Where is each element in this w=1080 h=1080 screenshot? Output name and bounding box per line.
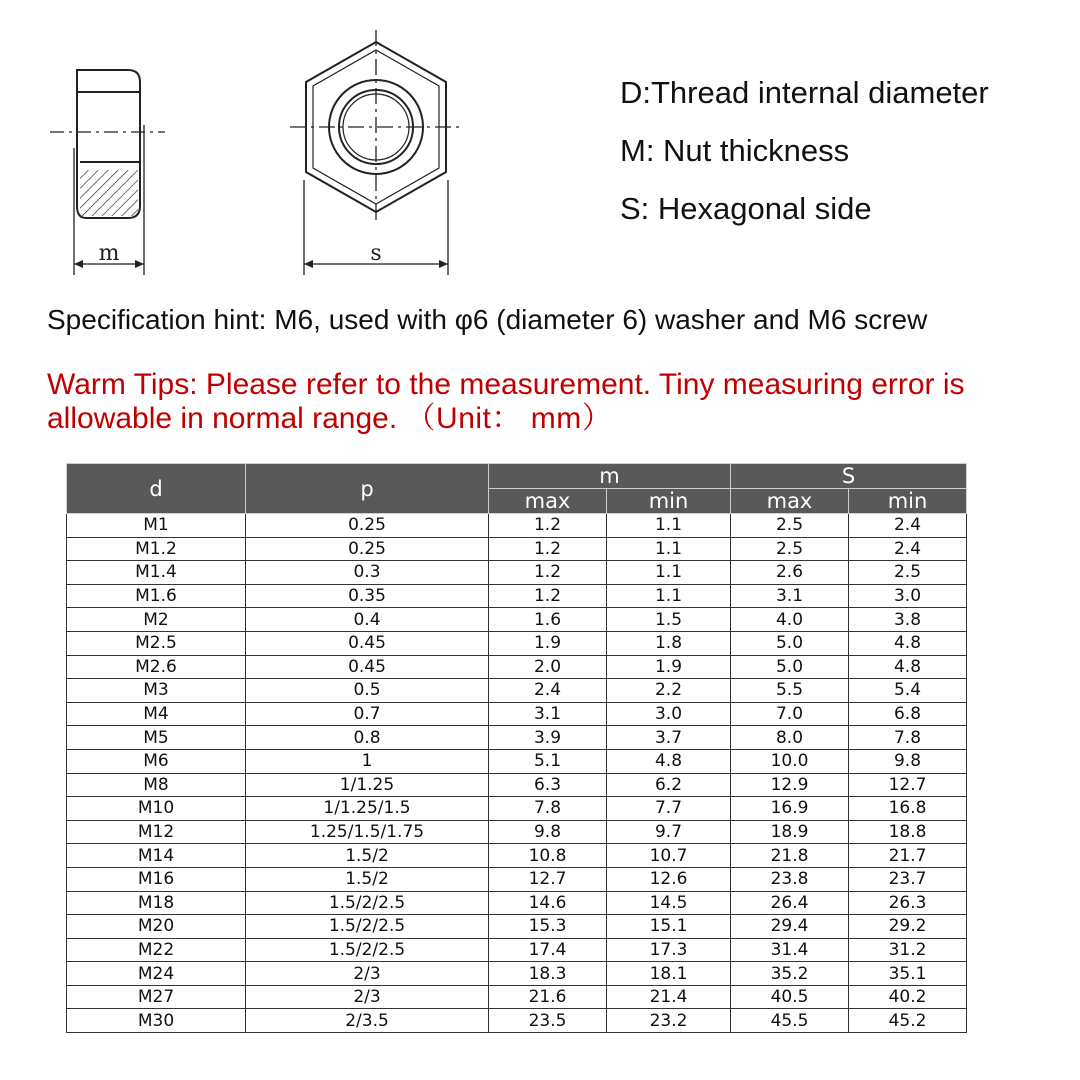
cell-s-max: 8.0 <box>731 726 849 750</box>
cell-d: M10 <box>67 797 246 821</box>
cell-m-max: 1.2 <box>489 514 607 538</box>
cell-m-max: 1.2 <box>489 584 607 608</box>
cell-s-max: 10.0 <box>731 749 849 773</box>
cell-d: M12 <box>67 820 246 844</box>
cell-m-max: 3.1 <box>489 702 607 726</box>
header-p: p <box>246 464 489 514</box>
warm-tips <box>47 368 1057 436</box>
cell-s-max: 4.0 <box>731 608 849 632</box>
cell-m-min: 17.3 <box>607 938 731 962</box>
cell-m-min: 21.4 <box>607 985 731 1009</box>
cell-s-max: 23.8 <box>731 867 849 891</box>
cell-m-max: 2.4 <box>489 679 607 703</box>
cell-m-min: 7.7 <box>607 797 731 821</box>
cell-p: 0.7 <box>246 702 489 726</box>
cell-d: M1.4 <box>67 561 246 585</box>
header-d: d <box>67 464 246 514</box>
side-dimension-label: m <box>98 241 120 266</box>
cell-m-max: 15.3 <box>489 915 607 939</box>
table-row <box>67 561 967 585</box>
cell-s-min: 9.8 <box>849 749 967 773</box>
cell-p: 0.45 <box>246 655 489 679</box>
cell-p: 2/3 <box>246 962 489 986</box>
cell-s-max: 18.9 <box>731 820 849 844</box>
cell-s-max: 26.4 <box>731 891 849 915</box>
cell-d: M24 <box>67 962 246 986</box>
cell-m-min: 2.2 <box>607 679 731 703</box>
cell-p: 1.5/2 <box>246 867 489 891</box>
cell-s-max: 3.1 <box>731 584 849 608</box>
cell-m-min: 18.1 <box>607 962 731 986</box>
cell-p: 0.3 <box>246 561 489 585</box>
table-row <box>67 797 967 821</box>
cell-m-min: 9.7 <box>607 820 731 844</box>
table-row <box>67 655 967 679</box>
cell-m-min: 10.7 <box>607 844 731 868</box>
cell-d: M27 <box>67 985 246 1009</box>
cell-p: 2/3.5 <box>246 1009 489 1033</box>
cell-s-min: 7.8 <box>849 726 967 750</box>
cell-s-max: 5.0 <box>731 655 849 679</box>
table-row <box>67 867 967 891</box>
header-m-min: min <box>607 489 731 514</box>
warm-tips-text: Warm Tips: Please refer to the measurement. Tiny measuring error is allowable in normal range. <box>47 368 965 435</box>
cell-s-min: 12.7 <box>849 773 967 797</box>
cell-d: M6 <box>67 749 246 773</box>
table-row <box>67 726 967 750</box>
cell-p: 1/1.25/1.5 <box>246 797 489 821</box>
cell-m-max: 7.8 <box>489 797 607 821</box>
cell-m-min: 1.1 <box>607 514 731 538</box>
cell-m-min: 6.2 <box>607 773 731 797</box>
cell-p: 1 <box>246 749 489 773</box>
cell-d: M4 <box>67 702 246 726</box>
cell-s-min: 4.8 <box>849 655 967 679</box>
cell-d: M18 <box>67 891 246 915</box>
nut-top-view <box>290 30 464 275</box>
cell-m-max: 1.6 <box>489 608 607 632</box>
table-row <box>67 631 967 655</box>
table-row <box>67 891 967 915</box>
legend-item-hexagonal-side: S: Hexagonal side <box>620 191 872 226</box>
cell-m-min: 1.8 <box>607 631 731 655</box>
cell-s-min: 4.8 <box>849 631 967 655</box>
cell-m-min: 14.5 <box>607 891 731 915</box>
cell-p: 1.5/2 <box>246 844 489 868</box>
cell-m-max: 5.1 <box>489 749 607 773</box>
cell-m-max: 18.3 <box>489 962 607 986</box>
cell-s-min: 16.8 <box>849 797 967 821</box>
cell-m-min: 12.6 <box>607 867 731 891</box>
table-row <box>67 915 967 939</box>
cell-s-max: 5.0 <box>731 631 849 655</box>
cell-d: M30 <box>67 1009 246 1033</box>
table-row <box>67 679 967 703</box>
cell-d: M22 <box>67 938 246 962</box>
cell-s-max: 7.0 <box>731 702 849 726</box>
specification-hint: Specification hint: M6, used with φ6 (diameter 6) washer and M6 screw <box>47 304 928 335</box>
cell-s-max: 16.9 <box>731 797 849 821</box>
cell-m-max: 2.0 <box>489 655 607 679</box>
header-m: m <box>489 464 731 489</box>
table-row <box>67 985 967 1009</box>
table-row <box>67 938 967 962</box>
header-m-max: max <box>489 489 607 514</box>
hex-nut-diagram <box>40 20 480 290</box>
cell-m-max: 1.9 <box>489 631 607 655</box>
cell-m-min: 1.1 <box>607 537 731 561</box>
cell-s-min: 45.2 <box>849 1009 967 1033</box>
cell-s-max: 2.5 <box>731 537 849 561</box>
cell-s-min: 21.7 <box>849 844 967 868</box>
nut-spec-table <box>66 463 967 1033</box>
table-row <box>67 608 967 632</box>
cell-m-min: 3.7 <box>607 726 731 750</box>
header-s: S <box>731 464 967 489</box>
cell-m-max: 23.5 <box>489 1009 607 1033</box>
header-s-max: max <box>731 489 849 514</box>
table-row <box>67 1009 967 1033</box>
table-row <box>67 702 967 726</box>
cell-s-min: 2.4 <box>849 537 967 561</box>
table-row <box>67 962 967 986</box>
cell-m-max: 17.4 <box>489 938 607 962</box>
cell-d: M3 <box>67 679 246 703</box>
cell-p: 1/1.25 <box>246 773 489 797</box>
cell-s-max: 35.2 <box>731 962 849 986</box>
cell-p: 0.25 <box>246 537 489 561</box>
cell-s-max: 21.8 <box>731 844 849 868</box>
cell-p: 1.25/1.5/1.75 <box>246 820 489 844</box>
top-dimension-label: s <box>370 241 382 266</box>
cell-p: 0.4 <box>246 608 489 632</box>
cell-d: M20 <box>67 915 246 939</box>
cell-s-min: 6.8 <box>849 702 967 726</box>
cell-s-min: 40.2 <box>849 985 967 1009</box>
cell-m-min: 1.1 <box>607 561 731 585</box>
cell-s-max: 31.4 <box>731 938 849 962</box>
table-row <box>67 773 967 797</box>
cell-d: M2.5 <box>67 631 246 655</box>
cell-s-max: 40.5 <box>731 985 849 1009</box>
cell-s-max: 45.5 <box>731 1009 849 1033</box>
cell-m-max: 3.9 <box>489 726 607 750</box>
cell-p: 1.5/2/2.5 <box>246 938 489 962</box>
legend-item-thread-diameter: D:Thread internal diameter <box>620 75 989 110</box>
cell-m-min: 1.1 <box>607 584 731 608</box>
cell-s-max: 12.9 <box>731 773 849 797</box>
cell-m-max: 9.8 <box>489 820 607 844</box>
cell-m-min: 4.8 <box>607 749 731 773</box>
cell-m-min: 3.0 <box>607 702 731 726</box>
cell-d: M1.6 <box>67 584 246 608</box>
cell-d: M2 <box>67 608 246 632</box>
cell-p: 2/3 <box>246 985 489 1009</box>
cell-s-max: 29.4 <box>731 915 849 939</box>
header-s-min: min <box>849 489 967 514</box>
cell-d: M14 <box>67 844 246 868</box>
dimension-legend <box>620 64 989 238</box>
cell-p: 0.45 <box>246 631 489 655</box>
cell-m-max: 6.3 <box>489 773 607 797</box>
cell-d: M1 <box>67 514 246 538</box>
table-row <box>67 537 967 561</box>
cell-s-min: 3.8 <box>849 608 967 632</box>
cell-s-min: 2.5 <box>849 561 967 585</box>
cell-p: 0.25 <box>246 514 489 538</box>
table-body <box>67 514 967 1033</box>
cell-m-max: 1.2 <box>489 561 607 585</box>
cell-s-min: 23.7 <box>849 867 967 891</box>
table-row <box>67 820 967 844</box>
cell-s-min: 35.1 <box>849 962 967 986</box>
cell-m-min: 1.9 <box>607 655 731 679</box>
cell-d: M5 <box>67 726 246 750</box>
cell-s-min: 26.3 <box>849 891 967 915</box>
cell-m-max: 21.6 <box>489 985 607 1009</box>
cell-p: 1.5/2/2.5 <box>246 891 489 915</box>
cell-p: 0.8 <box>246 726 489 750</box>
cell-s-min: 29.2 <box>849 915 967 939</box>
table-row <box>67 749 967 773</box>
cell-d: M1.2 <box>67 537 246 561</box>
cell-p: 0.5 <box>246 679 489 703</box>
cell-d: M8 <box>67 773 246 797</box>
cell-m-min: 15.1 <box>607 915 731 939</box>
cell-d: M16 <box>67 867 246 891</box>
cell-m-max: 10.8 <box>489 844 607 868</box>
table-row <box>67 844 967 868</box>
cell-m-min: 1.5 <box>607 608 731 632</box>
cell-p: 1.5/2/2.5 <box>246 915 489 939</box>
cell-m-max: 12.7 <box>489 867 607 891</box>
cell-s-min: 5.4 <box>849 679 967 703</box>
cell-s-max: 2.5 <box>731 514 849 538</box>
cell-m-max: 1.2 <box>489 537 607 561</box>
cell-m-max: 14.6 <box>489 891 607 915</box>
cell-s-max: 5.5 <box>731 679 849 703</box>
cell-s-min: 18.8 <box>849 820 967 844</box>
table-row <box>67 584 967 608</box>
cell-s-min: 31.2 <box>849 938 967 962</box>
cell-s-min: 3.0 <box>849 584 967 608</box>
unit-note: （Unit： mm） <box>405 402 613 435</box>
cell-s-min: 2.4 <box>849 514 967 538</box>
legend-item-nut-thickness: M: Nut thickness <box>620 133 850 168</box>
cell-s-max: 2.6 <box>731 561 849 585</box>
table-row <box>67 514 967 538</box>
cell-p: 0.35 <box>246 584 489 608</box>
cell-m-min: 23.2 <box>607 1009 731 1033</box>
cell-d: M2.6 <box>67 655 246 679</box>
